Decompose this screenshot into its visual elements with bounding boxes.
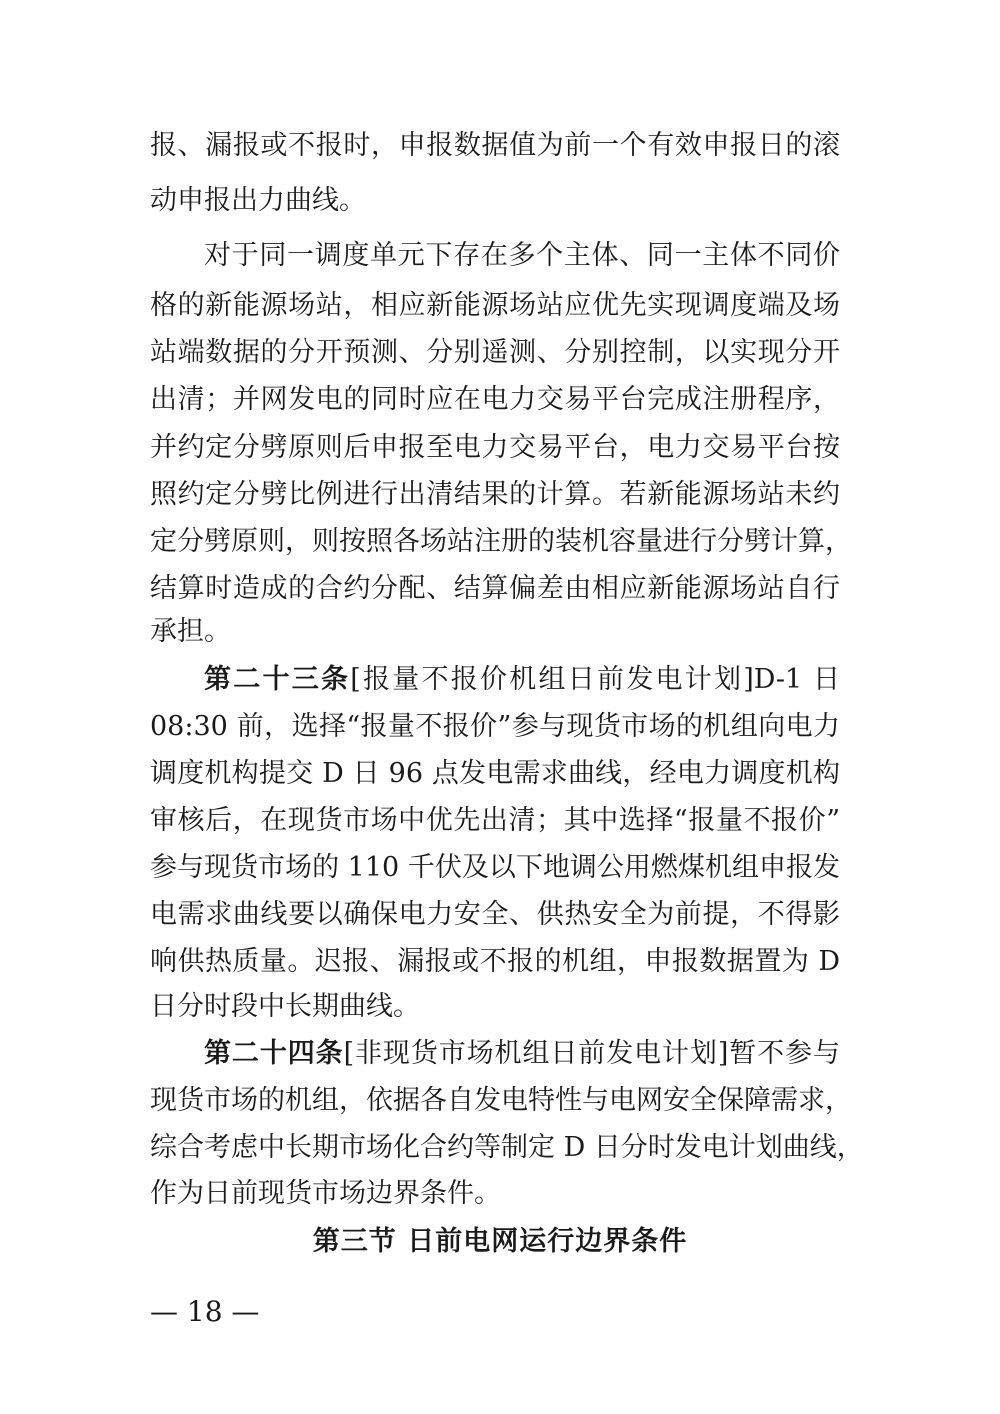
- paragraph-2-line-7: 定分劈原则，则按照各场站注册的装机容量进行分劈计算，: [150, 526, 852, 557]
- page-number: — 18 —: [150, 1295, 260, 1328]
- article-24-line-2: 现货市场的机组，依据各自发电特性与电网安全保障需求，: [150, 1085, 852, 1116]
- paragraph-1-line-1: 报、漏报或不报时，申报数据值为前一个有效申报日的滚: [150, 130, 840, 161]
- paragraph-2-line-5: 并约定分劈原则后申报至电力交易平台，电力交易平台按: [150, 432, 840, 463]
- article-24-title: 第二十四条: [204, 1038, 344, 1069]
- article-23-line-5: 参与现货市场的 110 千伏及以下地调公用燃煤机组申报发: [150, 852, 840, 883]
- paragraph-2-line-8: 结算时造成的合约分配、结算偏差由相应新能源场站自行: [150, 573, 840, 604]
- paragraph-1-line-2: 动申报出力曲线。: [150, 185, 366, 216]
- article-23-first-line-text: [报量不报价机组日前发电计划]D-1 日: [350, 664, 841, 695]
- paragraph-2-line-1: 对于同一调度单元下存在多个主体、同一主体不同价: [204, 240, 840, 271]
- article-23-title: 第二十三条: [204, 664, 351, 695]
- article-24-line-3: 综合考虑中长期市场化合约等制定 D 日分时发电计划曲线，: [150, 1132, 864, 1163]
- paragraph-2-line-4: 出清；并网发电的同时应在电力交易平台完成注册程序，: [150, 384, 840, 415]
- article-23-line-6: 电需求曲线要以确保电力安全、供热安全为前提，不得影: [150, 899, 840, 930]
- article-23-line-1: [204, 660, 840, 700]
- section-heading: 第三节 日前电网运行边界条件: [312, 1226, 688, 1257]
- article-23-line-2: 08:30 前，选择“报量不报价”参与现货市场的机组向电力: [150, 711, 840, 742]
- article-23-line-3: 调度机构提交 D 日 96 点发电需求曲线，经电力调度机构: [150, 758, 840, 789]
- article-23-line-8: 日分时段中长期曲线。: [150, 991, 420, 1022]
- paragraph-2-line-3: 站端数据的分开预测、分别遥测、分别控制，以实现分开: [150, 337, 840, 368]
- paragraph-2-line-6: 照约定分劈比例进行出清结果的计算。若新能源场站未约: [150, 479, 840, 510]
- article-24-first-line-text: [非现货市场机组日前发电计划]暂不参与: [343, 1038, 841, 1069]
- article-23-line-4: 审核后，在现货市场中优先出清；其中选择“报量不报价”: [150, 805, 840, 836]
- article-24-line-4: 作为日前现货市场边界条件。: [150, 1178, 501, 1209]
- article-24-line-1: [204, 1034, 840, 1074]
- article-23-line-7: 响供热质量。迟报、漏报或不报的机组，申报数据置为 D: [150, 946, 840, 977]
- paragraph-2-line-2: 格的新能源场站，相应新能源场站应优先实现调度端及场: [150, 290, 840, 321]
- paragraph-2-line-9: 承担。: [150, 616, 231, 647]
